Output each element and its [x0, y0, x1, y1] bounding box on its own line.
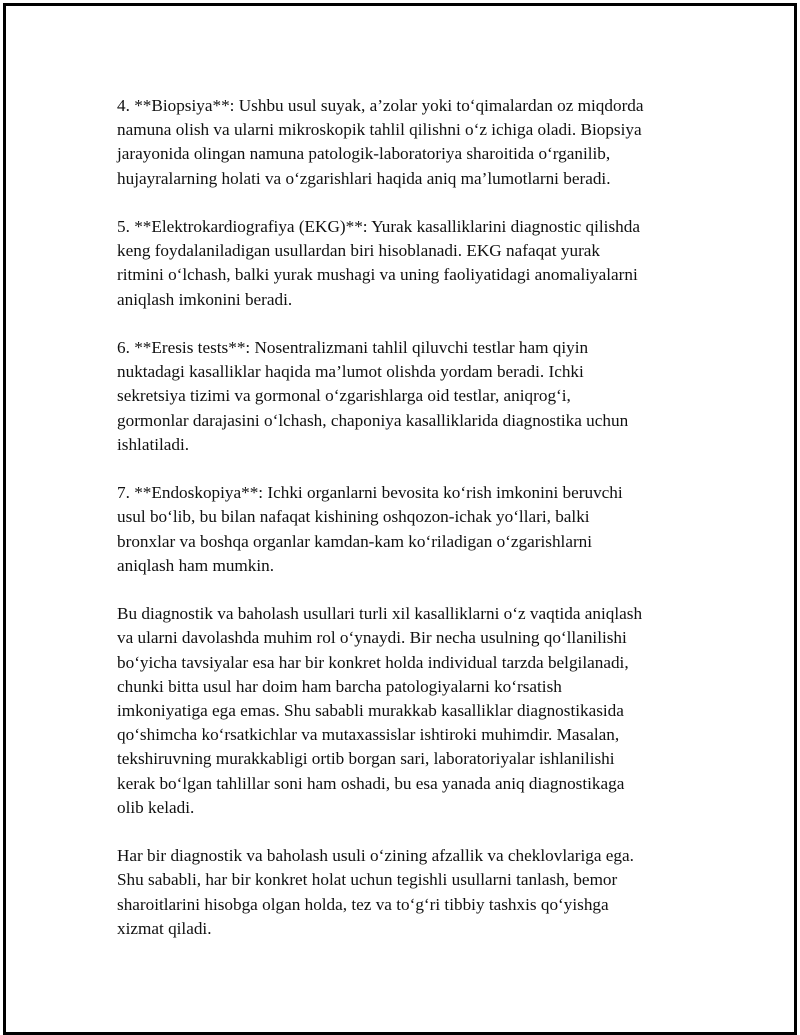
paragraph-summary: Bu diagnostik va baholash usullari turli xil kasalliklarni o‘z vaqtida aniqlash va ularni davolashda muhim rol o‘ynaydi. Bir necha usulning qo‘llanilishi bo‘yicha tavsiyalar esa har bir konkret holda individual tarzda belgilanadi, chunki bitta usul har doim ham barcha patologiyalarni ko‘rsatish imkoniyatiga ega emas. Shu sababli murakkab kasalliklar diagnostikasida qo‘shimcha ko‘rsatkichlar va mutaxassislar ishtiroki muhimdir. Masalan, tekshiruvning murakkabligi ortib borgan sari, laboratoriyalar ishlanilishi kerak bo‘lgan tahlillar soni ham oshadi, bu esa yanada aniq diagnostikaga olib keladi.	[117, 604, 643, 817]
paragraph-ekg: 5. **Elektrokardiografiya (EKG)**: Yurak kasalliklarini diagnostic qilishda keng foydalaniladigan usullardan biri hisoblanadi. EKG nafaqat yurak ritmini o‘lchash, balki yurak mushagi va uning faoliyatidagi anomaliyalarni aniqlash imkonini beradi.	[117, 217, 640, 309]
document-body	[117, 94, 707, 965]
paragraph-endoskopiya: 7. **Endoskopiya**: Ichki organlarni bevosita ko‘rish imkonini beruvchi usul bo‘lib, bu bilan nafaqat kishining oshqozon-ichak yo‘llari, balki bronxlar va boshqa organlar kamdan-kam ko‘riladigan o‘zgarishlarni aniqlash ham mumkin.	[117, 483, 623, 575]
paragraph-biopsiya: 4. **Biopsiya**: Ushbu usul suyak, a’zolar yoki to‘qimalardan oz miqdorda namuna olish va ularni mikroskopik tahlil qilishni o‘z ichiga oladi. Biopsiya jarayonida olingan namuna patologik-laboratoriya sharoitida o‘rganilib, hujayralarning holati va o‘zgarishlari haqida aniq ma’lumotlarni beradi.	[117, 96, 644, 188]
paragraph-conclusion: Har bir diagnostik va baholash usuli o‘zining afzallik va cheklovlariga ega. Shu sababli, har bir konkret holat uchun tegishli usullarni tanlash, bemor sharoitlarini hisobga olgan holda, tez va to‘g‘ri tibbiy tashxis qo‘yishga xizmat qiladi.	[117, 846, 634, 938]
paragraph-eresis-tests: 6. **Eresis tests**: Nosentralizmani tahlil qiluvchi testlar ham qiyin nuktadagi kasalliklar haqida ma’lumot olishda yordam beradi. Ichki sekretsiya tizimi va gormonal o‘zgarishlarga oid testlar, aniqrog‘i, gormonlar darajasini o‘lchash, chaponiya kasalliklarida diagnostika uchun ishlatiladi.	[117, 338, 629, 454]
